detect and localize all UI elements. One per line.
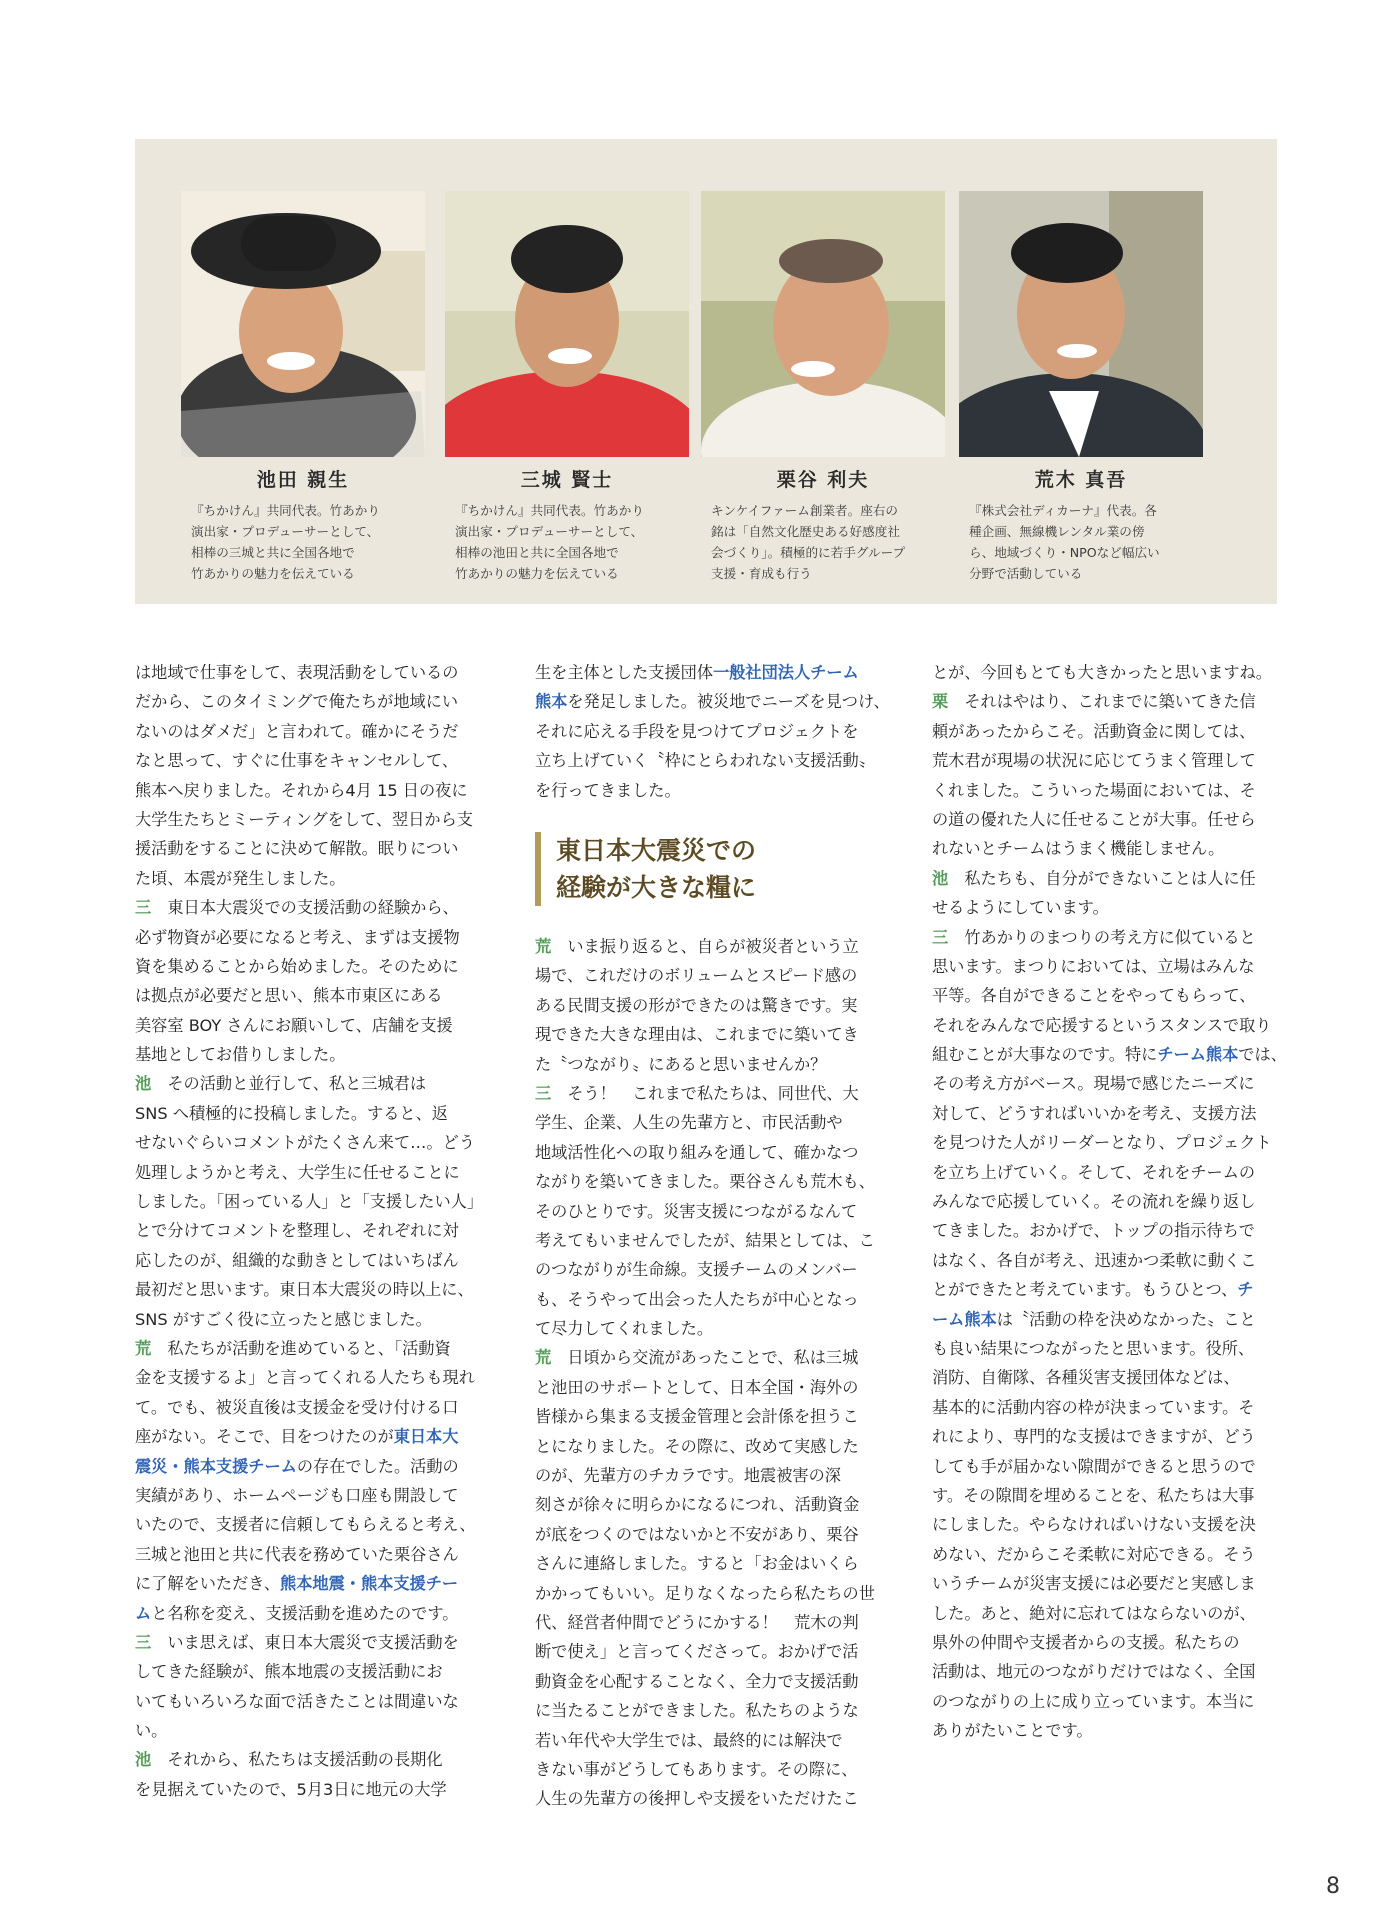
text-line: [932, 1216, 1288, 1245]
text-line: [535, 1432, 891, 1461]
text-line: [932, 1687, 1288, 1716]
speaker-marker: 栗: [932, 692, 949, 712]
text-segment: 資を集めることから始めました。そのために: [135, 956, 459, 976]
text-segment: 三城と池田と共に代表を務めていた栗谷さん: [135, 1544, 459, 1564]
text-segment: 日頃から交流があったことで、私は三城: [567, 1348, 859, 1368]
text-line: [535, 1608, 891, 1637]
text-line: [932, 717, 1288, 746]
text-segment: いま思えば、東日本大震災で支援活動を: [151, 1632, 459, 1652]
text-segment: とで分けてコメントを整理し、それぞれに対: [135, 1221, 459, 1241]
text-line: [535, 1373, 891, 1402]
text-segment: と名称を変え、支援活動を進めたのです。: [151, 1603, 459, 1623]
text-line: [135, 1657, 491, 1686]
text-line: [932, 1011, 1288, 1040]
text-line: [135, 923, 491, 952]
text-segment: かかってもいい。足りなくなったら私たちの世: [535, 1583, 875, 1603]
text-line: [535, 1696, 891, 1725]
text-line: [535, 1402, 891, 1431]
text-line: [535, 1314, 891, 1343]
text-segment: 刻さが徐々に明らかになるにつれ、活動資金: [535, 1495, 860, 1515]
text-line: [135, 1069, 491, 1098]
text-segment: も、そうやって出会った人たちが中心となっ: [535, 1289, 859, 1309]
text-line: [135, 805, 491, 834]
text-line: [932, 805, 1288, 834]
text-line: [535, 1726, 891, 1755]
text-segment: 地域活性化への取り組みを通して、確かなつ: [535, 1142, 859, 1162]
text-line: [135, 717, 491, 746]
text-segment: 皆様から集まる支援金管理と会計係を担うこ: [535, 1407, 859, 1427]
text-line: [932, 1628, 1288, 1657]
text-line: [932, 981, 1288, 1010]
text-segment: 座がない。そこで、目をつけたのが: [135, 1427, 394, 1447]
text-segment: なと思って、すぐに仕事をキャンセルして、: [135, 751, 459, 771]
text-segment: 対して、どうすればいいかを考え、支援方法: [932, 1103, 1257, 1123]
text-segment: 断で使え」と言ってくださって。おかげで活: [535, 1642, 859, 1662]
text-segment: の道の優れた人に任せることが大事。任せら: [932, 809, 1256, 829]
text-line: [932, 1452, 1288, 1481]
profile-panel: [135, 139, 1277, 604]
text-line: [932, 1540, 1288, 1569]
text-line: [932, 952, 1288, 981]
text-segment: その活動と並行して、私と三城君は: [151, 1074, 427, 1094]
text-segment: では、: [1238, 1045, 1287, 1065]
text-line: [932, 1275, 1288, 1304]
text-segment: に了解をいただき、: [135, 1574, 281, 1594]
text-segment: 活動は、地元のつながりだけではなく、全国: [932, 1662, 1256, 1682]
profile-description: 『ちかけん』共同代表。竹あかり 演出家・プロデューサーとして、 相棒の三城と共に全国各地で 竹あかりの魅力を伝えている: [191, 503, 380, 581]
text-line: [535, 1197, 891, 1226]
text-segment: 竹あかりのまつりの考え方に似ていると: [948, 927, 1256, 947]
profile-name: 栗谷 利夫: [776, 469, 870, 491]
text-segment: いてもいろいろな面で活きたことは間違いな: [135, 1691, 459, 1711]
text-segment: を見つけた人がリーダーとなり、プロジェクト: [932, 1133, 1272, 1153]
text-line: [135, 1422, 491, 1451]
text-segment: 最初だと思います。東日本大震災の時以上に、: [135, 1280, 474, 1300]
text-segment: 生を主体とした支援団体: [535, 663, 714, 682]
text-line: [135, 1687, 491, 1716]
profile-name: 荒木 真吾: [1034, 469, 1128, 491]
text-line: [535, 1138, 891, 1167]
text-line: [932, 746, 1288, 775]
text-line: [535, 1755, 891, 1784]
text-line: [932, 923, 1288, 952]
text-segment: した。あと、絶対に忘れてはならないのが、: [932, 1603, 1256, 1623]
text-line: [135, 746, 491, 775]
text-line: [932, 1363, 1288, 1392]
text-line: [135, 1246, 491, 1275]
text-segment: SNS へ積極的に投稿しました。すると、返: [135, 1103, 448, 1123]
text-segment: せるようにしています。: [932, 898, 1109, 918]
text-line: [135, 952, 491, 981]
text-line: [535, 687, 891, 716]
text-segment: 頼があったからこそ。活動資金に関しては、: [932, 721, 1256, 741]
text-line: [135, 1128, 491, 1157]
text-line: [135, 1540, 491, 1569]
profile-kuriya: [701, 191, 945, 584]
text-segment: は〝活動の枠を決めなかった〟こと: [996, 1309, 1256, 1329]
text-line: [135, 1099, 491, 1128]
text-line: [135, 1452, 491, 1481]
text-line: [135, 1393, 491, 1422]
highlighted-term: チーム熊本: [1157, 1045, 1239, 1065]
text-segment: それに応える手段を見つけてプロジェクトを: [535, 721, 859, 741]
text-segment: て尽力してくれました。: [535, 1319, 714, 1339]
profile-description: キンケイファーム創業者。座右の 銘は「自然文化歴史ある好感度社 会づくり」。積極的に若手グループ 支援・育成も行う: [711, 503, 906, 581]
text-segment: 若い年代や大学生では、最終的には解決で: [535, 1730, 843, 1750]
text-segment: て。でも、被災直後は支援金を受け付ける口: [135, 1397, 459, 1417]
text-line: [135, 776, 491, 805]
text-segment: い。: [135, 1721, 168, 1741]
text-line: [932, 1481, 1288, 1510]
text-segment: してきた経験が、熊本地震の支援活動にお: [135, 1662, 443, 1682]
text-line: [135, 1716, 491, 1745]
text-segment: しました。「困っている人」と「支援したい人」: [135, 1192, 484, 1212]
article-column-2-bottom: [535, 932, 891, 1814]
text-segment: そう！ これまで私たちは、同世代、大: [567, 1083, 859, 1103]
text-segment: 熊本へ戻りました。それから4月 15 日の夜に: [135, 780, 468, 800]
text-segment: に当たることができました。私たちのような: [535, 1701, 859, 1721]
text-segment: 東日本大震災での支援活動の経験から、: [151, 898, 459, 918]
text-line: [135, 981, 491, 1010]
profile-description: 『ちかけん』共同代表。竹あかり 演出家・プロデューサーとして、 相棒の池田と共に全国各地で 竹あかりの魅力を伝えている: [455, 503, 644, 581]
text-line: [535, 1490, 891, 1519]
text-line: [932, 864, 1288, 893]
text-segment: せないぐらいコメントがたくさん来て…。どう: [135, 1133, 475, 1153]
text-line: [535, 1285, 891, 1314]
text-line: [535, 658, 891, 687]
text-line: [535, 1667, 891, 1696]
text-segment: みんなで応援していく。その流れを繰り返し: [932, 1192, 1256, 1212]
text-segment: れないとチームはうまく機能しません。: [932, 839, 1225, 859]
text-line: [932, 687, 1288, 716]
highlighted-term: ム: [135, 1603, 152, 1623]
text-segment: 思います。まつりにおいては、立場はみんな: [932, 956, 1255, 976]
text-segment: 基本的に活動内容の枠が決まっています。そ: [932, 1397, 1255, 1417]
text-segment: ある民間支援の形ができたのは驚きです。実: [535, 995, 858, 1015]
text-line: [932, 1128, 1288, 1157]
text-line: [932, 1069, 1288, 1098]
text-line: [135, 1158, 491, 1187]
text-segment: 立ち上げていく〝枠にとらわれない支援活動〟: [535, 751, 875, 771]
text-line: [932, 658, 1288, 687]
text-segment: しても手が届かない隙間ができると思うので: [932, 1456, 1256, 1476]
text-segment: 私たちも、自分ができないことは人に任: [948, 868, 1256, 888]
text-segment: 大学生たちとミーティングをして、翌日から支: [135, 809, 473, 829]
text-line: [535, 1226, 891, 1255]
text-segment: 場で、これだけのボリュームとスピード感の: [535, 966, 858, 986]
text-segment: 処理しようかと考え、大学生に任せることに: [135, 1162, 460, 1182]
text-line: [135, 1599, 491, 1628]
highlighted-term: 熊本: [535, 692, 568, 712]
text-line: [932, 776, 1288, 805]
text-line: [135, 1275, 491, 1304]
section-heading: 東日本大震災での 経験が大きな糧に: [535, 832, 896, 906]
text-segment: それから、私たちは支援活動の長期化: [151, 1750, 443, 1770]
text-line: [135, 834, 491, 863]
profile-sanjo: [445, 191, 689, 584]
text-line: [535, 961, 891, 990]
text-line: [535, 1520, 891, 1549]
text-segment: そのひとりです。災害支援につながるなんて: [535, 1201, 858, 1221]
text-segment: 代、経営者仲間でどうにかする！ 荒木の判: [535, 1612, 859, 1632]
text-segment: を行ってきました。: [535, 780, 681, 800]
speaker-marker: 池: [932, 868, 949, 888]
profile-name: 池田 親生: [256, 469, 350, 491]
highlighted-term: 東日本大: [393, 1427, 459, 1447]
text-line: [535, 1343, 891, 1372]
text-segment: のが、先輩方のチカラです。地震被害の深: [535, 1466, 841, 1486]
profile-name: 三城 賢士: [520, 469, 614, 491]
text-segment: を見据えていたので、5月3日に地元の大学: [135, 1779, 447, 1799]
text-segment: いうチームが災害支援には必要だと実感しま: [932, 1574, 1256, 1594]
text-segment: のつながりが生命線。支援チームのメンバー: [535, 1260, 858, 1280]
text-segment: ながりを築いてきました。栗谷さんも荒木も、: [535, 1172, 875, 1192]
speaker-marker: 荒: [535, 1348, 552, 1368]
text-segment: 美容室 BOY さんにお願いして、店舗を支援: [135, 1015, 453, 1035]
text-line: [932, 834, 1288, 863]
highlighted-term: ーム熊本: [932, 1309, 997, 1329]
text-line: [932, 1305, 1288, 1334]
portrait-photo-kuriya: [701, 191, 945, 457]
speaker-marker: 三: [135, 1632, 152, 1652]
text-line: [135, 1011, 491, 1040]
text-line: [535, 1108, 891, 1137]
text-segment: の存在でした。活動の: [296, 1456, 459, 1476]
text-segment: のつながりの上に成り立っています。本当に: [932, 1691, 1255, 1711]
text-segment: 応したのが、組織的な動きとしてはいちばん: [135, 1250, 459, 1270]
text-segment: た頃、本震が発生しました。: [135, 868, 346, 888]
text-segment: 人生の先輩方の後押しや支援をいただけたこ: [535, 1789, 859, 1809]
text-segment: その考え方がベース。現場で感じたニーズに: [932, 1074, 1255, 1094]
text-line: [535, 1050, 891, 1079]
text-line: [535, 1020, 891, 1049]
text-segment: を立ち上げていく。そして、それをチームの: [932, 1162, 1256, 1182]
text-segment: ないのはダメだ」と言われて。確かにそうだ: [135, 721, 459, 741]
text-segment: 県外の仲間や支援者からの支援。私たちの: [932, 1632, 1240, 1652]
text-line: [535, 746, 891, 775]
text-line: [535, 932, 891, 961]
highlighted-term: 震災・熊本支援チーム: [135, 1456, 297, 1476]
portrait-photo-araki: [959, 191, 1203, 457]
text-segment: それをみんなで応援するというスタンスで取り: [932, 1015, 1272, 1035]
text-line: [535, 991, 891, 1020]
text-line: [135, 687, 491, 716]
speaker-marker: 池: [135, 1750, 152, 1770]
text-segment: 平等。各自ができることをやってもらって、: [932, 986, 1256, 1006]
text-line: [135, 1745, 491, 1774]
text-line: [135, 864, 491, 893]
speaker-marker: 荒: [135, 1338, 152, 1358]
text-line: [932, 1599, 1288, 1628]
text-segment: それはやはり、これまでに築いてきた信: [948, 692, 1256, 712]
text-segment: 考えてもいませんでしたが、結果としては、こ: [535, 1230, 875, 1250]
text-segment: 基地としてお借りしました。: [135, 1045, 346, 1065]
text-segment: さんに連絡しました。すると「お金はいくら: [535, 1554, 859, 1574]
text-line: [932, 1246, 1288, 1275]
text-segment: た〝つながり〟にあると思いませんか？: [535, 1054, 827, 1074]
page-number: 8: [1326, 1874, 1340, 1899]
text-line: [135, 1481, 491, 1510]
text-line: [135, 1040, 491, 1069]
speaker-marker: 荒: [535, 937, 552, 956]
text-line: [535, 1079, 891, 1108]
text-segment: が底をつくのではないかと不安があり、栗谷: [535, 1524, 859, 1544]
text-line: [932, 893, 1288, 922]
text-line: [535, 1784, 891, 1813]
text-segment: す。その隙間を埋めることを、私たちは大事: [932, 1485, 1255, 1505]
article-column-1: [135, 658, 491, 1804]
text-line: [932, 1099, 1288, 1128]
text-line: [135, 1216, 491, 1245]
speaker-marker: 三: [932, 927, 949, 947]
highlighted-term: 一般社団法人チーム: [713, 663, 859, 682]
text-line: [135, 1187, 491, 1216]
text-segment: だから、このタイミングで俺たちが地域にい: [135, 692, 459, 712]
text-segment: いたので、支援者に信頼してもらえると考え、: [135, 1515, 476, 1535]
text-segment: も良い結果につながったと思います。役所、: [932, 1338, 1255, 1358]
text-line: [932, 1187, 1288, 1216]
text-segment: めない、だからこそ柔軟に対応できる。そう: [932, 1544, 1256, 1564]
text-line: [932, 1334, 1288, 1363]
text-segment: 金を支援するよ」と言ってくれる人たちも現れ: [135, 1368, 475, 1388]
text-line: [932, 1393, 1288, 1422]
text-segment: 援活動をすることに決めて解散。眠りについ: [135, 839, 459, 859]
text-segment: 現できた大きな理由は、これまでに築いてき: [535, 1025, 859, 1045]
profile-araki: [959, 191, 1203, 584]
text-line: [535, 1579, 891, 1608]
text-line: [135, 1363, 491, 1392]
text-segment: は地域で仕事をして、表現活動をしているの: [135, 663, 459, 682]
text-segment: は拠点が必要だと思い、熊本市東区にある: [135, 986, 443, 1006]
text-segment: 動資金を心配することなく、全力で支援活動: [535, 1671, 859, 1691]
text-segment: 実績があり、ホームページも口座も開設して: [135, 1485, 459, 1505]
text-line: [135, 893, 491, 922]
text-segment: と池田のサポートとして、日本全国・海外の: [535, 1377, 859, 1397]
text-line: [535, 1637, 891, 1666]
text-line: [135, 1775, 491, 1804]
text-segment: 消防、自衛隊、各種災害支援団体などは、: [932, 1368, 1240, 1388]
text-line: [932, 1040, 1288, 1069]
text-line: [932, 1569, 1288, 1598]
text-segment: を発足しました。被災地でニーズを見つけ、: [567, 692, 890, 712]
profile-description: 『株式会社ディカーナ』代表。各 種企画、無線機レンタル業の傍 ら、地域づくり・NPOなど幅広い 分野で活動している: [969, 503, 1160, 581]
text-line: [535, 1549, 891, 1578]
text-line: [135, 1510, 491, 1539]
article-column-3: [932, 658, 1288, 1745]
highlighted-term: チ: [1237, 1280, 1254, 1300]
text-line: [535, 717, 891, 746]
text-segment: 私たちが活動を進めていると、「活動資: [151, 1338, 451, 1358]
text-segment: くれました。こういった場面においては、そ: [932, 780, 1256, 800]
text-line: [135, 1305, 491, 1334]
text-segment: 必ず物資が必要になると考え、まずは支援物: [135, 927, 460, 947]
text-line: [135, 1569, 491, 1598]
text-line: [535, 1461, 891, 1490]
text-segment: とになりました。その際に、改めて実感した: [535, 1436, 859, 1456]
text-line: [932, 1657, 1288, 1686]
speaker-marker: 池: [135, 1074, 152, 1094]
text-segment: にしました。やらなければいけない支援を決: [932, 1515, 1256, 1535]
text-segment: とが、今回もとても大きかったと思いますね。: [932, 663, 1272, 682]
text-line: [932, 1422, 1288, 1451]
text-segment: いま振り返ると、自らが被災者という立: [567, 937, 859, 956]
text-segment: きない事がどうしてもあります。その際に、: [535, 1759, 858, 1779]
text-line: [535, 1255, 891, 1284]
text-segment: SNS がすごく役に立ったと感じました。: [135, 1309, 432, 1329]
text-line: [135, 658, 491, 687]
text-segment: はなく、各自が考え、迅速かつ柔軟に動くこ: [932, 1250, 1257, 1270]
highlighted-term: 熊本地震・熊本支援チー: [280, 1574, 459, 1594]
text-line: [932, 1510, 1288, 1539]
text-line: [135, 1628, 491, 1657]
article-column-2-top: [535, 658, 891, 805]
portrait-photo-ikeda: [181, 191, 425, 457]
text-segment: れにより、専門的な支援はできますが、どう: [932, 1427, 1256, 1447]
text-segment: とができたと考えています。もうひとつ、: [932, 1280, 1238, 1300]
text-segment: ありがたいことです。: [932, 1721, 1093, 1741]
text-line: [135, 1334, 491, 1363]
profile-ikeda: [181, 191, 425, 584]
text-segment: 学生、企業、人生の先輩方と、市民活動や: [535, 1113, 843, 1133]
portrait-photo-sanjo: [445, 191, 689, 457]
text-segment: てきました。おかげで、トップの指示待ちで: [932, 1221, 1255, 1241]
text-line: [535, 1167, 891, 1196]
text-line: [932, 1158, 1288, 1187]
speaker-marker: 三: [535, 1083, 552, 1103]
text-segment: 組むことが大事なのです。特に: [932, 1045, 1158, 1065]
text-line: [932, 1716, 1288, 1745]
speaker-marker: 三: [135, 898, 152, 918]
text-segment: 荒木君が現場の状況に応じてうまく管理して: [932, 751, 1256, 771]
text-line: [535, 776, 891, 805]
